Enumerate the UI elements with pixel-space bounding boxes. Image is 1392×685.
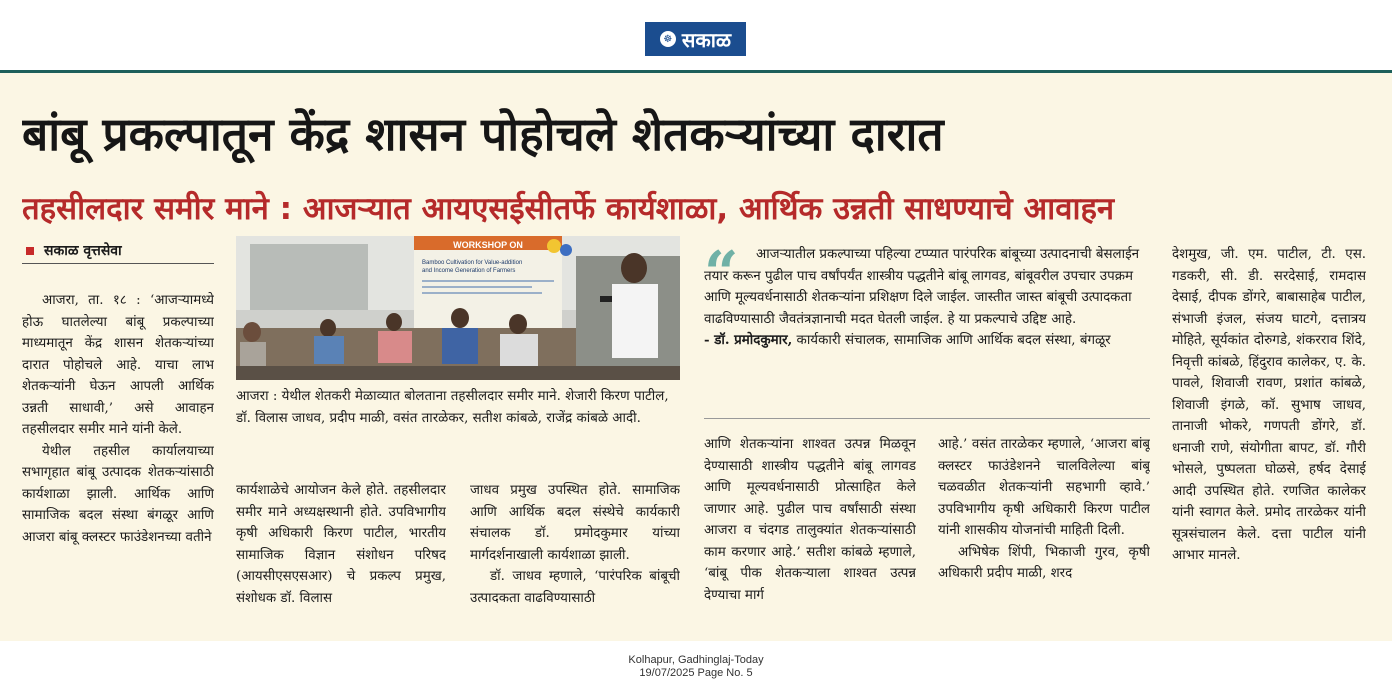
photo-caption: आजरा : येथील शेतकरी मेळाव्यात बोलताना तहसीलदार समीर माने. शेजारी किरण पाटील, डॉ. विलास जाधव, प्रदीप माळी, वसंत तारळेकर, सतीश कांबळे, राजेंद्र कांबळे आदी. [236, 389, 669, 426]
quote-text: आजऱ्यातील प्रकल्पाच्या पहिल्या टप्प्यात पारंपरिक बांबूच्या उत्पादनाची बेसलाईन तयार करून पुढील पाच वर्षांपर्यंत शास्त्रीय पद्धतीने बांबू लागवड, बांबूवरील उपचार उपक्रम आणि मूल्यवर्धनासाठी शेतकऱ्यांना प्रशिक्षण दिले जाईल. जास्तीत जास्त बांबूची उत्पादकता वाढविण्यासाठी जैवतंत्रज्ञानाची मदत घेतली जाईल. हे या प्रकल्पाचे उद्दिष्ट आहे. [704, 247, 1140, 327]
byline [22, 238, 214, 264]
pull-quote [704, 244, 1150, 414]
quote-author-role: कार्यकारी संचालक, सामाजिक आणि आर्थिक बदल संस्था, बंगळूर [796, 333, 1111, 348]
logo-emblem-icon: ☸ [660, 31, 676, 47]
article-column-6 [1172, 244, 1366, 630]
column-paragraph: आजरा, ता. १८ : ‘आजऱ्यामध्ये होऊ घातलेल्या बांबू प्रकल्पाच्या माध्यमातून केंद्र शासन शेतकऱ्यांच्या दारात पोहोचले आहे. याचा लाभ शेतकऱ्यांनी घेऊन आपली आर्थिक उन्नती साधावी,’ असे आवाहन तहसीलदार समीर माने यांनी केले. [22, 293, 214, 437]
article-column-3 [470, 480, 680, 630]
article-headline: बांबू प्रकल्पातून केंद्र शासन पोहोचले शेतकऱ्यांच्या दारात [22, 107, 944, 161]
column-paragraph: कार्यशाळेचे आयोजन केले होते. तहसीलदार समीर माने अध्यक्षस्थानी होते. उपविभागीय कृषी अधिकारी किरण पाटील, भारतीय सामाजिक विज्ञान संशोधन परिषद (आयसीएसएसआर) चे प्रकल्प प्रमुख, संशोधक डॉ. विलास [236, 483, 446, 606]
event-photo[interactable] [236, 236, 680, 380]
banner-line-1: Bamboo Cultivation for Value-addition [422, 260, 523, 266]
article-column-4 [704, 434, 916, 630]
sakal-logo[interactable] [645, 22, 746, 56]
column-paragraph: जाधव प्रमुख उपस्थित होते. सामाजिक आणि आर्थिक बदल संस्थेचे कार्यकारी संचालक डॉ. प्रमोदकुमार यांच्या मार्गदर्शनाखाली कार्यशाळा झाली. [470, 483, 680, 563]
quote-divider [704, 418, 1150, 419]
article-subheadline: तहसीलदार समीर माने : आजऱ्यात आयएसईसीतर्फे कार्यशाळा, आर्थिक उन्नती साधण्याचे आवाहन [22, 191, 1115, 227]
logo-text: सकाळ [681, 27, 732, 52]
column-paragraph: अभिषेक शिंपी, भिकाजी गुरव, कृषी अधिकारी प्रदीप माळी, शरद [938, 544, 1150, 581]
column-paragraph: डॉ. जाधव म्हणाले, ‘पारंपरिक बांबूची उत्पादकता वाढविण्यासाठी [470, 569, 680, 606]
event-photo-image [236, 236, 680, 380]
article-column-1 [22, 290, 214, 630]
banner-title: WORKSHOP ON [453, 240, 523, 250]
masthead [0, 0, 1392, 72]
byline-text: सकाळ वृत्तसेवा [44, 242, 122, 259]
article-column-2 [236, 480, 446, 630]
edition-label: Kolhapur, Gadhinglaj-Today [628, 654, 764, 666]
page-footer [0, 641, 1392, 685]
article-column-5 [938, 434, 1150, 630]
banner-line-2: and Income Generation of Farmers [422, 268, 516, 274]
quote-author: - डॉ. प्रमोदकुमार, [704, 332, 793, 348]
column-paragraph: येथील तहसील कार्यालयाच्या सभागृहात बांबू उत्पादक शेतकऱ्यांसाठी कार्यशाळा झाली. आर्थिक आणि सामाजिक बदल संस्था बंगळूर आणि आजरा बांबू क्लस्टर फाउंडेशनच्या वतीने [22, 443, 214, 545]
byline-marker-icon [26, 247, 34, 255]
column-paragraph: आहे.’ वसंत तारळेकर म्हणाले, ‘आजरा बांबू क्लस्टर फाउंडेशनने चालविलेल्या बांबू चळवळीत शेतकऱ्यांनी सहभागी व्हावे.’ उपविभागीय कृषी अधिकारी किरण पाटील यांनी शासकीय योजनांची माहिती दिली. [938, 437, 1150, 538]
column-paragraph: आणि शेतकऱ्यांना शाश्वत उत्पन्न मिळवून देण्यासाठी शास्त्रीय पद्धतीने बांबू लागवड आणि मूल्यवर्धनासाठी प्रोत्साहित केले जाणार आहे. पुढील पाच वर्षांसाठी संस्था आजरा व चंदगड तालुक्यांत शेतकऱ्यांसाठी काम करणार आहे.’ सतीश कांबळे म्हणाले, ‘बांबू पीक शेतकऱ्याला शाश्वत उत्पन्न देण्याचा मार्ग [704, 437, 916, 603]
column-paragraph: देशमुख, जी. एम. पाटील, टी. एस. गडकरी, सी. डी. सरदेसाई, रामदास देसाई, दीपक डोंगरे, बाबासाहेब पाटील, संभाजी इंजल, संजय घाटगे, दत्तात्रय मोहिते, सूर्यकांत दोरुगडे, शंकरराव शिंदे, निवृत्ती कांबळे, हिंदुराव कालेकर, ए. के. पावले, शिवाजी रावण, प्रशांत कांबळे, शिवाजी इंगळे, कॉ. सुभाष जाधव, तानाजी भोकरे, गणपती डोंगरे, डॉ. धनाजी राणे, संयोगीता बापट, डॉ. गौरी भोसले, पुष्पलता घोळसे, हर्षद देसाई आदी उपस्थित होते. रणजित कालेकर यांनी स्वागत केले. प्रमोद तारळेकर यांनी सूत्रसंचालन केले. दत्ता पाटील यांनी आभार मानले. [1172, 247, 1366, 563]
date-page-label: 19/07/2025 Page No. 5 [639, 667, 753, 679]
quote-mark-icon: “ [704, 244, 739, 309]
